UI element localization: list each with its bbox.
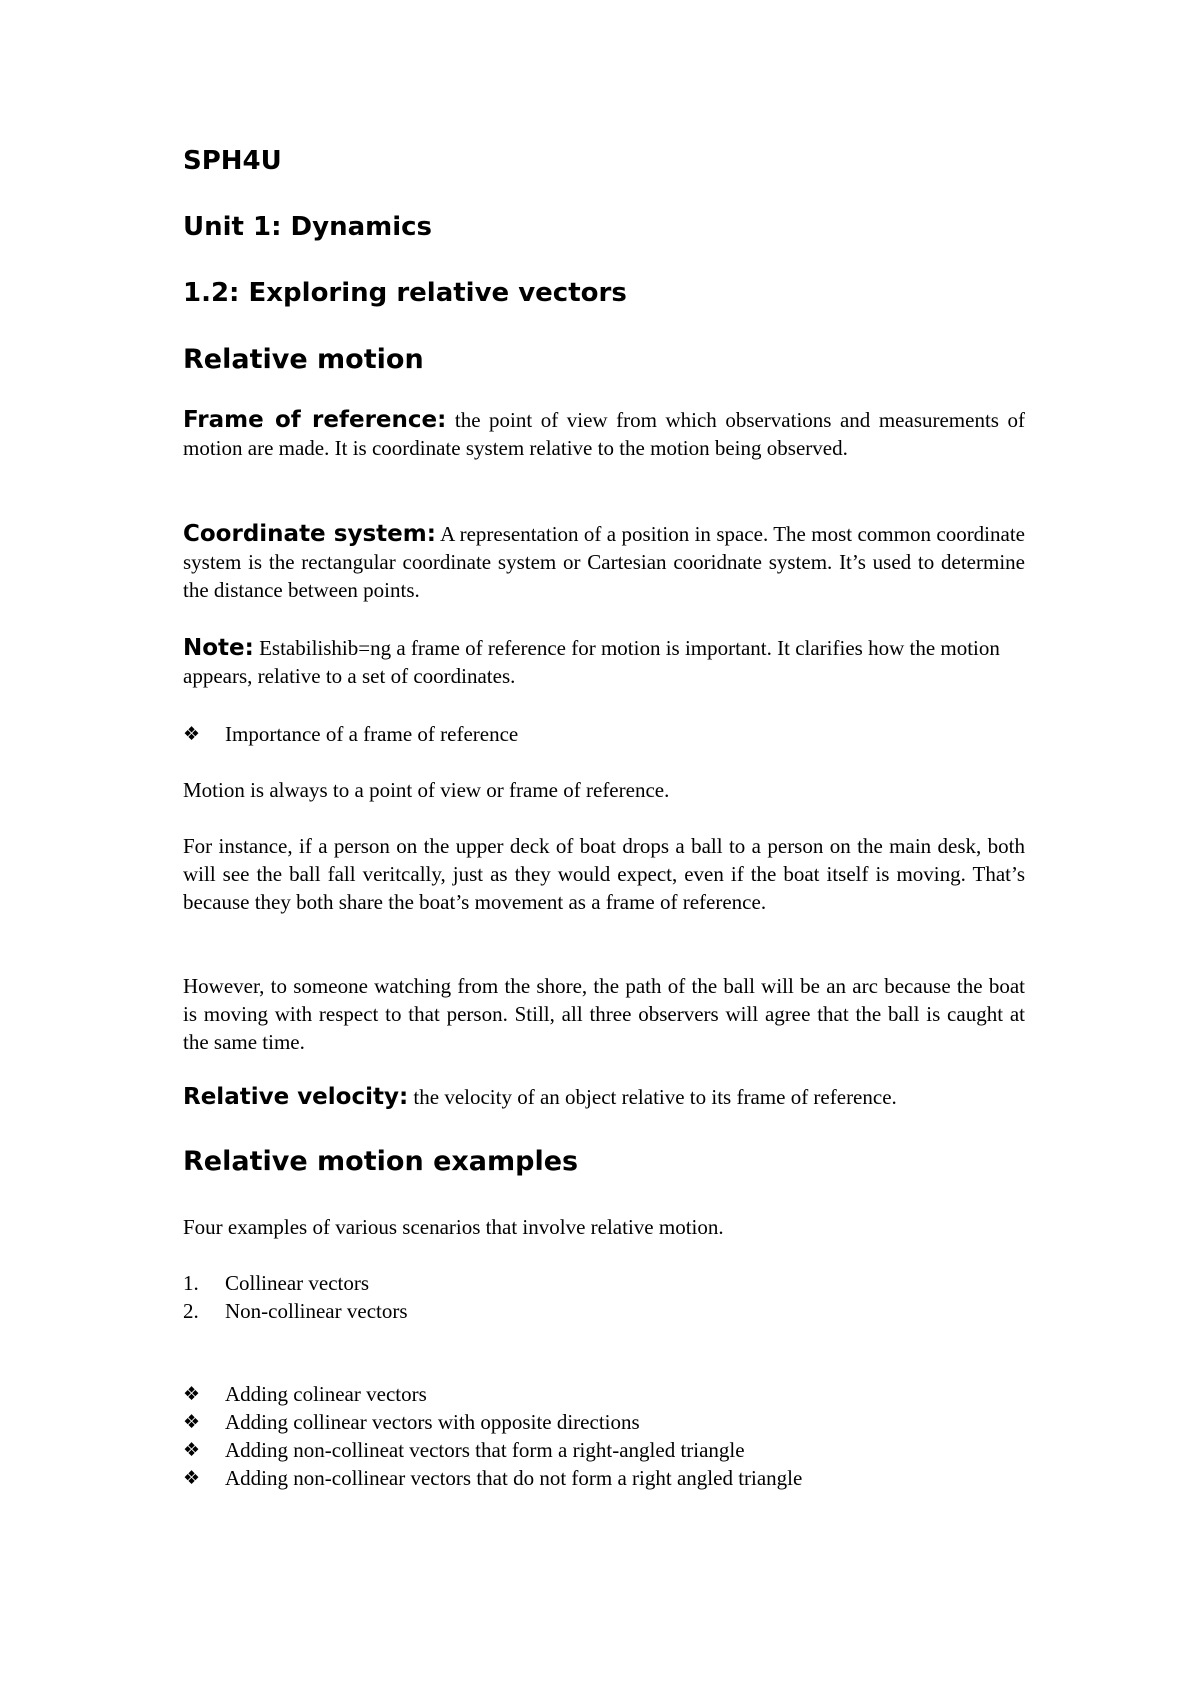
bullet-item-text: Adding colinear vectors [225, 1382, 427, 1406]
motion-statement: Motion is always to a point of view or frame of reference. [183, 778, 670, 802]
definition-term: Relative velocity: [183, 1084, 409, 1110]
relative-velocity-definition [183, 1083, 1025, 1111]
relative-motion-examples-heading: Relative motion examples [183, 1146, 579, 1177]
list-number: 1. [183, 1271, 199, 1295]
diamond-bullet-icon: ❖ [183, 1467, 201, 1489]
unit-heading: Unit 1: Dynamics [183, 212, 433, 242]
list-item-text: Collinear vectors [225, 1271, 370, 1295]
diamond-bullet-icon: ❖ [183, 1383, 201, 1405]
frame-of-reference-definition [183, 406, 1025, 462]
definition-text: the velocity of an object relative to its frame of reference. [408, 1085, 897, 1109]
bullet-item-text: Adding non-collineat vectors that form a right-angled triangle [225, 1438, 745, 1462]
definition-term: Coordinate system: [183, 521, 436, 547]
note-label: Note: [183, 635, 254, 661]
bullet-item-text: Adding non-collinear vectors that do not form a right angled triangle [225, 1466, 803, 1490]
definition-text: A representation of a position in space. The most common coordinate system is the rectangular coordinate system or Cartesian cooridnate system. It’s used to determine the distance between points. [183, 522, 1025, 602]
bullet-item-text: Importance of a frame of reference [225, 722, 519, 746]
list-number: 2. [183, 1299, 199, 1323]
note-text: Estabilishib=ng a frame of reference for motion is important. It clarifies how the motion appears, relative to a set of coordinates. [183, 636, 1000, 688]
list-item-text: Non-collinear vectors [225, 1299, 408, 1323]
diamond-bullet-icon: ❖ [183, 1411, 201, 1433]
relative-motion-heading: Relative motion [183, 344, 424, 375]
definition-term: Frame of reference: [183, 407, 447, 433]
coordinate-system-definition [183, 520, 1025, 604]
instance-paragraph: For instance, if a person on the upper deck of boat drops a ball to a person on the main desk, both will see the ball fall veritcally, just as they would expect, even if the boat itself is moving. That’s because they both share the boat’s movement as a frame of reference. [183, 834, 1025, 914]
bullet-item-text: Adding collinear vectors with opposite directions [225, 1410, 640, 1434]
diamond-bullet-icon: ❖ [183, 1439, 201, 1461]
diamond-bullet-icon: ❖ [183, 723, 201, 745]
section-heading: 1.2: Exploring relative vectors [183, 278, 627, 308]
however-paragraph: However, to someone watching from the shore, the path of the ball will be an arc because the boat is moving with respect to that person. Still, all three observers will agree that the ball is caught at the same time. [183, 974, 1025, 1054]
definition-text: the point of view from which observations and measurements of motion are made. It is coordinate system relative to the motion being observed. [183, 408, 1025, 460]
examples-intro: Four examples of various scenarios that involve relative motion. [183, 1215, 724, 1239]
course-code-heading: SPH4U [183, 146, 282, 176]
note-paragraph [183, 634, 1025, 690]
